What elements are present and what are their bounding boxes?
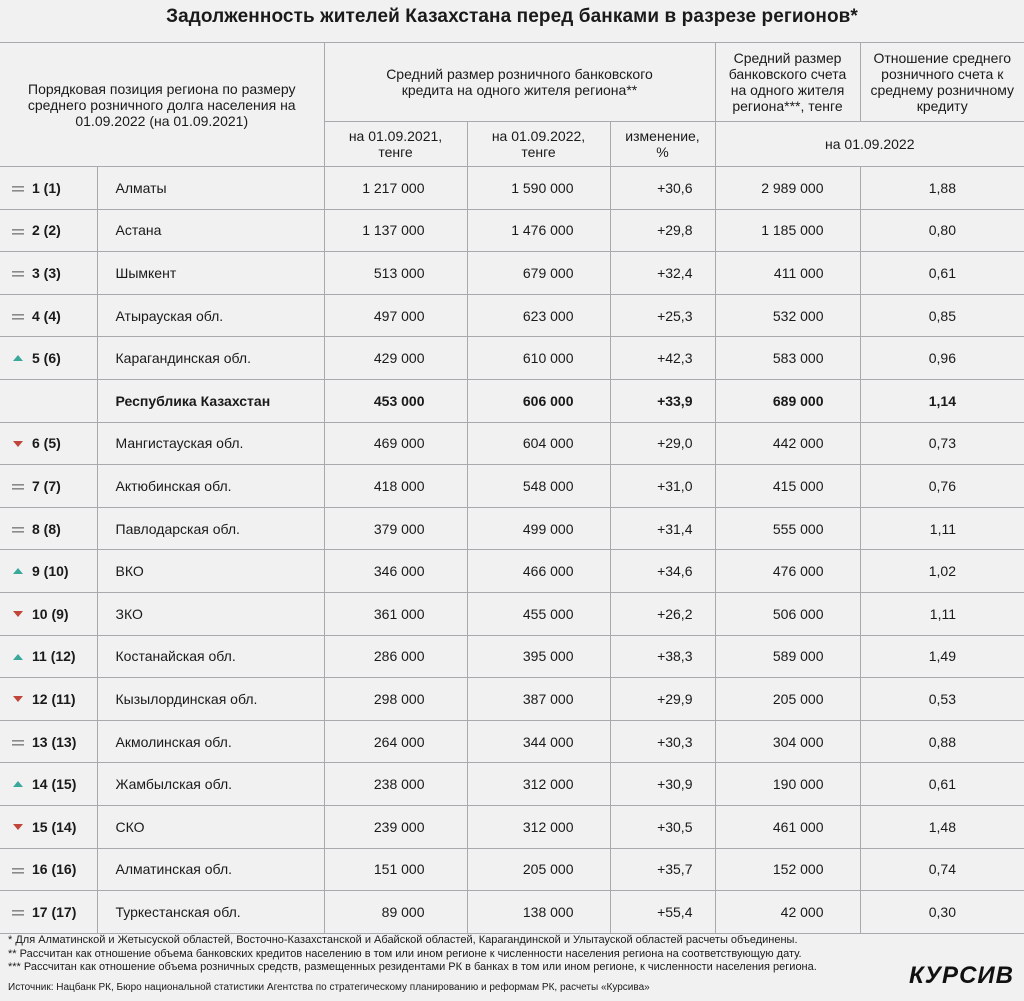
header-ratio: Отношение среднего розничного счета к среднему розничному кредиту (860, 43, 1024, 122)
account-cell: 583 000 (715, 337, 860, 380)
table-row (0, 550, 1024, 593)
credit-2021-cell: 379 000 (324, 507, 467, 550)
table-row (0, 592, 1024, 635)
rank-text: 2 (2) (32, 222, 61, 239)
ratio-cell: 0,80 (860, 209, 1024, 252)
no-change-icon (10, 907, 26, 917)
ratio-cell: 0,73 (860, 422, 1024, 465)
region-cell: Астана (97, 209, 324, 252)
account-cell: 411 000 (715, 252, 860, 295)
account-cell: 689 000 (715, 379, 860, 422)
rank-cell (0, 720, 97, 763)
table-row (0, 252, 1024, 295)
rank-text: 4 (4) (32, 307, 61, 324)
region-cell: СКО (97, 805, 324, 848)
credit-2021-cell: 361 000 (324, 592, 467, 635)
rank-cell (0, 252, 97, 295)
account-cell: 42 000 (715, 891, 860, 934)
rank-text: 17 (17) (32, 903, 77, 920)
table-row (0, 635, 1024, 678)
credit-2021-cell: 513 000 (324, 252, 467, 295)
footnote-3: *** Рассчитан как отношение объема розничных средств, размещенных резидентами РК в банках в том или ином регионе, к численности населения региона. (8, 961, 817, 973)
region-cell: Акмолинская обл. (97, 720, 324, 763)
credit-2021-cell: 239 000 (324, 805, 467, 848)
table-row (0, 167, 1024, 210)
region-cell: Атырауская обл. (97, 294, 324, 337)
ratio-cell: 1,02 (860, 550, 1024, 593)
change-cell: +30,9 (610, 763, 715, 806)
credit-2021-cell: 298 000 (324, 678, 467, 721)
rank-text: 5 (6) (32, 350, 61, 367)
credit-2022-cell: 395 000 (467, 635, 610, 678)
credit-2021-cell: 346 000 (324, 550, 467, 593)
ratio-cell: 0,30 (860, 891, 1024, 934)
ratio-cell: 0,85 (860, 294, 1024, 337)
credit-2021-cell: 89 000 (324, 891, 467, 934)
table-row (0, 763, 1024, 806)
rank-text: 12 (11) (32, 690, 76, 707)
rank-cell (0, 422, 97, 465)
credit-2021-cell: 286 000 (324, 635, 467, 678)
account-cell: 304 000 (715, 720, 860, 763)
header-account: Средний размер банковского счета на одного жителя региона***, тенге (715, 43, 860, 122)
credit-2021-cell: 1 217 000 (324, 167, 467, 210)
account-cell: 190 000 (715, 763, 860, 806)
ratio-cell: 1,11 (860, 507, 1024, 550)
change-cell: +33,9 (610, 379, 715, 422)
credit-2021-cell: 469 000 (324, 422, 467, 465)
header-rank: Порядковая позиция региона по размеру среднего розничного долга населения на 01.09.2022 (на 01.09.2021) (0, 43, 324, 167)
ratio-cell: 1,14 (860, 379, 1024, 422)
table-row (0, 805, 1024, 848)
header-credit-group: Средний размер розничного банковского кредита на одного жителя региона** (324, 43, 715, 122)
account-cell: 442 000 (715, 422, 860, 465)
rank-cell (0, 805, 97, 848)
footnote-1: * Для Алматинской и Жетысуской областей, Восточно-Казахстанской и Абайской областей, Карагандинской и Улытауской областей расчеты объединены. (8, 934, 798, 946)
credit-2022-cell: 548 000 (467, 465, 610, 508)
arrow-up-icon (10, 652, 26, 662)
change-cell: +31,0 (610, 465, 715, 508)
rank-cell (0, 592, 97, 635)
credit-2021-cell: 418 000 (324, 465, 467, 508)
rank-cell (0, 167, 97, 210)
change-cell: +31,4 (610, 507, 715, 550)
arrow-down-icon (10, 822, 26, 832)
credit-2022-cell: 344 000 (467, 720, 610, 763)
no-change-icon (10, 268, 26, 278)
change-cell: +35,7 (610, 848, 715, 891)
account-cell: 461 000 (715, 805, 860, 848)
chart-title: Задолженность жителей Казахстана перед банками в разрезе регионов* (166, 6, 858, 27)
region-cell: Костанайская обл. (97, 635, 324, 678)
ratio-cell: 1,49 (860, 635, 1024, 678)
region-cell: Мангистауская обл. (97, 422, 324, 465)
account-cell: 589 000 (715, 635, 860, 678)
header-change: изменение, % (610, 122, 715, 167)
no-change-icon (10, 865, 26, 875)
credit-2022-cell: 387 000 (467, 678, 610, 721)
no-change-icon (10, 524, 26, 534)
account-cell: 476 000 (715, 550, 860, 593)
no-change-icon (10, 226, 26, 236)
credit-2022-cell: 606 000 (467, 379, 610, 422)
ratio-cell: 0,61 (860, 763, 1024, 806)
table-row (0, 422, 1024, 465)
change-cell: +29,8 (610, 209, 715, 252)
table-row (0, 678, 1024, 721)
debt-table (0, 42, 1024, 934)
header-credit-2022: на 01.09.2022, тенге (467, 122, 610, 167)
rank-text: 11 (12) (32, 648, 76, 665)
table-row (0, 507, 1024, 550)
credit-2022-cell: 1 590 000 (467, 167, 610, 210)
rank-cell (0, 848, 97, 891)
rank-cell (0, 891, 97, 934)
ratio-cell: 1,11 (860, 592, 1024, 635)
credit-2022-cell: 610 000 (467, 337, 610, 380)
rank-cell (0, 550, 97, 593)
rank-text: 8 (8) (32, 520, 61, 537)
change-cell: +55,4 (610, 891, 715, 934)
credit-2022-cell: 138 000 (467, 891, 610, 934)
region-cell: Карагандинская обл. (97, 337, 324, 380)
table-body (0, 167, 1024, 934)
table-row (0, 465, 1024, 508)
credit-2021-cell: 264 000 (324, 720, 467, 763)
rank-cell (0, 379, 97, 422)
source-note: Источник: Нацбанк РК, Бюро национальной статистики Агентства по стратегическому планированию и реформам РК, расчеты «Курсива» (8, 982, 650, 993)
arrow-down-icon (10, 439, 26, 449)
no-change-icon (10, 481, 26, 491)
rank-text: 6 (5) (32, 435, 61, 452)
region-cell: Актюбинская обл. (97, 465, 324, 508)
account-cell: 532 000 (715, 294, 860, 337)
rank-text: 13 (13) (32, 733, 77, 750)
arrow-up-icon (10, 566, 26, 576)
no-change-icon (10, 183, 26, 193)
no-change-icon (10, 311, 26, 321)
rank-text: 16 (16) (32, 861, 77, 878)
account-cell: 152 000 (715, 848, 860, 891)
rank-text: 10 (9) (32, 605, 69, 622)
credit-2021-cell: 1 137 000 (324, 209, 467, 252)
change-cell: +29,9 (610, 678, 715, 721)
account-cell: 415 000 (715, 465, 860, 508)
change-cell: +29,0 (610, 422, 715, 465)
change-cell: +38,3 (610, 635, 715, 678)
region-cell: Павлодарская обл. (97, 507, 324, 550)
credit-2022-cell: 604 000 (467, 422, 610, 465)
rank-text: 3 (3) (32, 264, 61, 281)
footnote-2: ** Рассчитан как отношение объема банковских кредитов населению в том или ином регионе к численности населения региона на соответствующую дату. (8, 947, 802, 960)
credit-2021-cell: 151 000 (324, 848, 467, 891)
change-cell: +32,4 (610, 252, 715, 295)
credit-2022-cell: 499 000 (467, 507, 610, 550)
credit-2021-cell: 429 000 (324, 337, 467, 380)
region-cell: Жамбылская обл. (97, 763, 324, 806)
no-change-icon (10, 737, 26, 747)
rank-text: 14 (15) (32, 776, 77, 793)
ratio-cell: 0,74 (860, 848, 1024, 891)
rank-cell (0, 465, 97, 508)
change-cell: +42,3 (610, 337, 715, 380)
credit-2021-cell: 238 000 (324, 763, 467, 806)
ratio-cell: 0,96 (860, 337, 1024, 380)
credit-2022-cell: 455 000 (467, 592, 610, 635)
change-cell: +25,3 (610, 294, 715, 337)
rank-text: 15 (14) (32, 818, 77, 835)
arrow-down-icon (10, 609, 26, 619)
change-cell: +30,5 (610, 805, 715, 848)
header-credit-2021: на 01.09.2021, тенге (324, 122, 467, 167)
account-cell: 506 000 (715, 592, 860, 635)
region-cell: Республика Казахстан (97, 379, 324, 422)
credit-2022-cell: 623 000 (467, 294, 610, 337)
table-row (0, 294, 1024, 337)
ratio-cell: 0,76 (860, 465, 1024, 508)
rank-text: 9 (10) (32, 563, 69, 580)
ratio-cell: 0,53 (860, 678, 1024, 721)
region-cell: ЗКО (97, 592, 324, 635)
rank-cell (0, 209, 97, 252)
account-cell: 555 000 (715, 507, 860, 550)
credit-2021-cell: 497 000 (324, 294, 467, 337)
rank-cell (0, 635, 97, 678)
change-cell: +26,2 (610, 592, 715, 635)
change-cell: +30,6 (610, 167, 715, 210)
rank-text: 1 (1) (32, 179, 61, 196)
credit-2021-cell: 453 000 (324, 379, 467, 422)
region-cell: Кызылординская обл. (97, 678, 324, 721)
credit-2022-cell: 312 000 (467, 805, 610, 848)
region-cell: ВКО (97, 550, 324, 593)
credit-2022-cell: 1 476 000 (467, 209, 610, 252)
region-cell: Шымкент (97, 252, 324, 295)
kursiv-logo: КУРСИВ (909, 962, 1014, 989)
ratio-cell: 1,88 (860, 167, 1024, 210)
rank-text: 7 (7) (32, 477, 61, 494)
change-cell: +34,6 (610, 550, 715, 593)
ratio-cell: 0,61 (860, 252, 1024, 295)
credit-2022-cell: 312 000 (467, 763, 610, 806)
change-cell: +30,3 (610, 720, 715, 763)
account-cell: 1 185 000 (715, 209, 860, 252)
table-row (0, 891, 1024, 934)
region-cell: Алматы (97, 167, 324, 210)
credit-2022-cell: 205 000 (467, 848, 610, 891)
header-date-2022: на 01.09.2022 (715, 122, 1024, 167)
region-cell: Туркестанская обл. (97, 891, 324, 934)
account-cell: 205 000 (715, 678, 860, 721)
credit-2022-cell: 679 000 (467, 252, 610, 295)
table-row (0, 720, 1024, 763)
rank-cell (0, 337, 97, 380)
credit-2022-cell: 466 000 (467, 550, 610, 593)
table-row-total (0, 379, 1024, 422)
table-row (0, 209, 1024, 252)
rank-cell (0, 678, 97, 721)
rank-cell (0, 763, 97, 806)
account-cell: 2 989 000 (715, 167, 860, 210)
arrow-up-icon (10, 779, 26, 789)
arrow-down-icon (10, 694, 26, 704)
rank-cell (0, 294, 97, 337)
rank-cell (0, 507, 97, 550)
arrow-up-icon (10, 353, 26, 363)
table-row (0, 337, 1024, 380)
ratio-cell: 1,48 (860, 805, 1024, 848)
footnotes (8, 934, 888, 975)
table-row (0, 848, 1024, 891)
ratio-cell: 0,88 (860, 720, 1024, 763)
region-cell: Алматинская обл. (97, 848, 324, 891)
